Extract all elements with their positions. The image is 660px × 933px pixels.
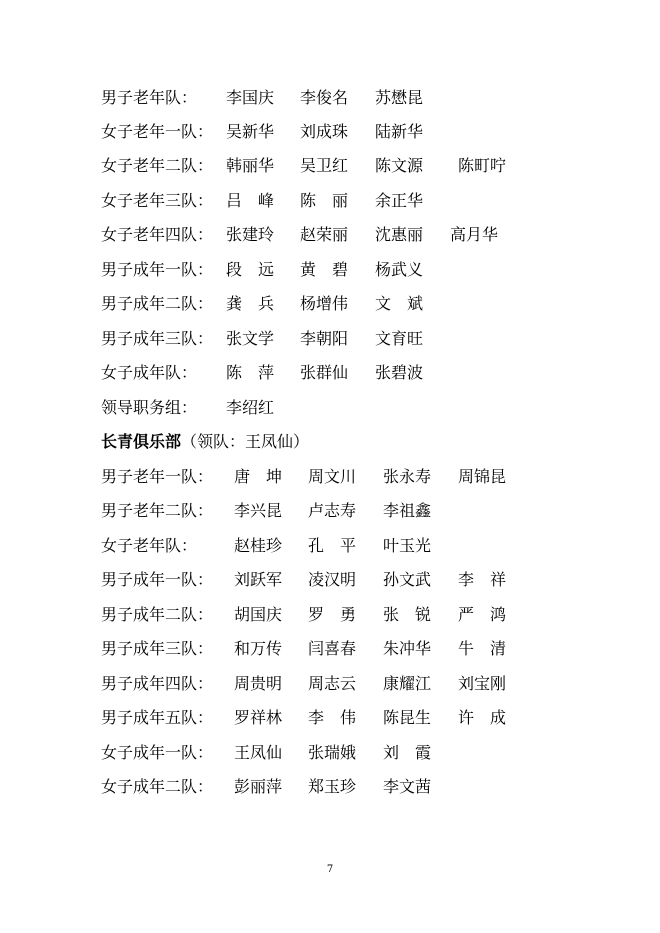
- player-name: 李俊名: [300, 88, 349, 107]
- team-row: [0, 115, 660, 149]
- team-label: 女子老年四队：: [101, 225, 214, 244]
- player-name: 高月华: [450, 225, 499, 244]
- team-row: [0, 81, 660, 115]
- player-name: 张 锐: [383, 605, 432, 624]
- team-row: [0, 287, 660, 321]
- player-name: 郑玉珍: [308, 777, 357, 796]
- player-name: 李绍红: [226, 398, 275, 417]
- player-name: 余正华: [375, 191, 424, 210]
- player-name: 孙文武: [383, 570, 432, 589]
- team-row: [0, 632, 660, 666]
- player-name: 和万传: [234, 639, 283, 658]
- player-name: 龚 兵: [226, 294, 275, 313]
- team-label: 女子老年三队：: [101, 191, 214, 210]
- team-label: 男子老年队：: [101, 88, 198, 107]
- player-name: 吴新华: [226, 122, 275, 141]
- player-name: 周锦昆: [458, 467, 507, 486]
- team-label: 女子成年一队：: [101, 743, 214, 762]
- heading-text: [101, 425, 309, 459]
- player-name: 彭丽萍: [234, 777, 283, 796]
- team-label: 男子成年一队：: [101, 570, 214, 589]
- player-name: 陈 丽: [300, 191, 349, 210]
- team-leader: （领队：王凤仙）: [181, 432, 310, 451]
- player-name: 闫喜春: [308, 639, 357, 658]
- team-row: [0, 460, 660, 494]
- player-name: 赵桂珍: [234, 536, 283, 555]
- player-name: 李祖鑫: [383, 501, 432, 520]
- player-name: 朱冲华: [383, 639, 432, 658]
- player-name: 吕 峰: [226, 191, 275, 210]
- player-name: 周志云: [308, 674, 357, 693]
- player-name: 文育旺: [375, 329, 424, 348]
- team-row: [0, 701, 660, 735]
- player-name: 沈惠丽: [375, 225, 424, 244]
- player-name: 严 鸿: [458, 605, 507, 624]
- team-label: 男子成年二队：: [101, 294, 214, 313]
- player-name: 刘跃军: [234, 570, 283, 589]
- player-name: 吴卫红: [300, 156, 349, 175]
- player-name: 刘宝刚: [458, 674, 507, 693]
- player-name: 张碧波: [375, 363, 424, 382]
- player-name: 刘成珠: [300, 122, 349, 141]
- player-name: 周文川: [308, 467, 357, 486]
- player-name: 李朝阳: [300, 329, 349, 348]
- team-row: [0, 391, 660, 425]
- player-name: 韩丽华: [226, 156, 275, 175]
- team-row: [0, 149, 660, 183]
- player-name: 杨增伟: [300, 294, 349, 313]
- player-name: 许 成: [458, 708, 507, 727]
- team-label: 女子老年一队：: [101, 122, 214, 141]
- team-row: [0, 494, 660, 528]
- team-label: 男子成年二队：: [101, 605, 214, 624]
- team-row: [0, 563, 660, 597]
- team-label: 领导职务组：: [101, 398, 198, 417]
- club-name: 长青俱乐部: [101, 432, 182, 451]
- player-name: 李 伟: [308, 708, 357, 727]
- team-row: [0, 736, 660, 770]
- team-row: [0, 184, 660, 218]
- player-name: 王凤仙: [234, 743, 283, 762]
- player-name: 胡国庆: [234, 605, 283, 624]
- player-name: 陈 萍: [226, 363, 275, 382]
- team-row: [0, 598, 660, 632]
- team-label: 男子成年四队：: [101, 674, 214, 693]
- player-name: 陆新华: [375, 122, 424, 141]
- player-name: 段 远: [226, 260, 275, 279]
- player-name: 苏懋昆: [375, 88, 424, 107]
- player-name: 刘 霞: [383, 743, 432, 762]
- player-name: 卢志寿: [308, 501, 357, 520]
- player-name: 文 斌: [375, 294, 424, 313]
- player-name: 李 祥: [458, 570, 507, 589]
- section-heading: [0, 425, 660, 459]
- player-name: 孔 平: [308, 536, 357, 555]
- team-label: 男子成年三队：: [101, 639, 214, 658]
- player-name: 张群仙: [300, 363, 349, 382]
- team-row: [0, 218, 660, 252]
- player-name: 陈文源: [375, 156, 424, 175]
- player-name: 康耀江: [383, 674, 432, 693]
- player-name: 张建玲: [226, 225, 275, 244]
- team-label: 男子成年一队：: [101, 260, 214, 279]
- team-row: [0, 770, 660, 804]
- team-row: [0, 253, 660, 287]
- team-label: 女子成年队：: [101, 363, 198, 382]
- player-name: 李国庆: [226, 88, 275, 107]
- team-label: 女子成年二队：: [101, 777, 214, 796]
- player-name: 李兴昆: [234, 501, 283, 520]
- team-label: 男子成年五队：: [101, 708, 214, 727]
- player-name: 张瑞娥: [308, 743, 357, 762]
- team-label: 男子老年一队：: [101, 467, 214, 486]
- player-name: 张文学: [226, 329, 275, 348]
- player-name: 赵荣丽: [300, 225, 349, 244]
- player-name: 周贵明: [234, 674, 283, 693]
- player-name: 李文茜: [383, 777, 432, 796]
- team-row: [0, 667, 660, 701]
- team-label: 女子老年队：: [101, 536, 198, 555]
- player-name: 唐 坤: [234, 467, 283, 486]
- team-row: [0, 322, 660, 356]
- team-row: [0, 356, 660, 390]
- player-name: 罗祥林: [234, 708, 283, 727]
- player-name: 陈昆生: [383, 708, 432, 727]
- team-label: 男子老年二队：: [101, 501, 214, 520]
- player-name: 黄 碧: [300, 260, 349, 279]
- player-name: 牛 清: [458, 639, 507, 658]
- team-row: [0, 529, 660, 563]
- player-name: 凌汉明: [308, 570, 357, 589]
- page-number: 7: [326, 864, 334, 875]
- team-label: 男子成年三队：: [101, 329, 214, 348]
- team-label: 女子老年二队：: [101, 156, 214, 175]
- player-name: 张永寿: [383, 467, 432, 486]
- player-name: 罗 勇: [308, 605, 357, 624]
- player-name: 叶玉光: [383, 536, 432, 555]
- player-name: 杨武义: [375, 260, 424, 279]
- player-name: 陈町咛: [458, 156, 507, 175]
